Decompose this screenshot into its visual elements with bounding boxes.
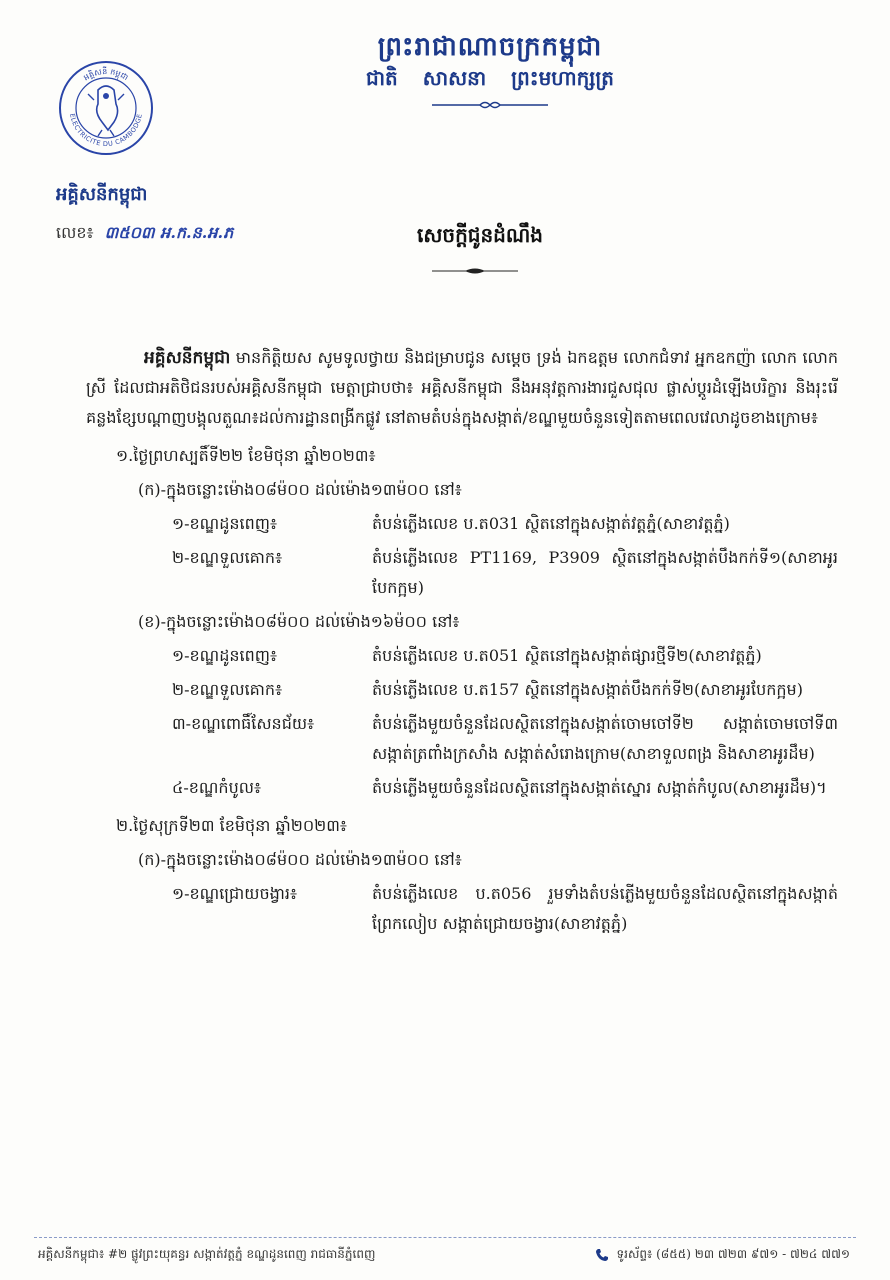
intro-text: មានកិត្តិយស សូមទូលថ្វាយ និងជម្រាបជូន សម្តេច ទ្រង់ ឯកឧត្តម លោកជំទាវ អ្នកឧកញ៉ា លោក លោកស្រី ដែលជាអតិថិជនរបស់អគ្គិសនីកម្ពុជា មេត្តាជ្រាបថា៖ អគ្គិសនីកម្ពុជា នឹងអនុវត្តការងារជួសជុល ផ្លាស់ប្តូរដំឡើងបរិក្ខារ និងរុះរើគន្លងខ្សែបណ្តាញបង្គុលតួណ៖ដល់ការដ្ឋានពង្រីកផ្លូវ នៅតាមតំបន់ក្នុងសង្កាត់/ខណ្ឌមួយចំនួនទៀតតាមពេលវេលាដូចខាងក្រោម៖: [86, 348, 838, 427]
reference-line: [56, 222, 233, 246]
zone-description: តំបន់ភ្លើងលេខ ប.ត157 ស្ថិតនៅក្នុងសង្កាត់បឹងកក់ទី២(សាខាអូរបែកក្អម): [372, 680, 803, 699]
svg-text:ELECTRICITE DU CAMBODGE: [68, 113, 144, 148]
district-name: ២-ខណ្ឌទួលគោក៖: [172, 680, 283, 699]
footer-address: អគ្គិសនីកម្ពុជា៖ #២ ផ្លូវព្រះយុគន្ធរ សង្កាត់វត្តភ្នំ ខណ្ឌដូនពេញ រាជធានីភ្នំពេញ: [38, 1247, 376, 1261]
district-name: ១-ខណ្ឌដូនពេញ៖: [172, 514, 278, 533]
national-motto: ជាតិ សាសនា ព្រះមហាក្សត្រ: [366, 66, 614, 90]
schedule-row: [172, 543, 838, 603]
period-1a-label: (ក)-ក្នុងចន្លោះម៉ោង០៨ម៉០០ ដល់ម៉ោង១៣ម៉០០ នៅ៖: [138, 480, 462, 499]
zone-description: តំបន់ភ្លើងលេខ PT1169, P3909 ស្ថិតនៅក្នុងសង្កាត់បឹងកក់ទី១(សាខាអូរបែកក្អម): [372, 548, 838, 597]
district-name: ៣-ខណ្ឌពោធិ៍សែនជ័យ៖: [172, 714, 315, 733]
district-name: ១-ខណ្ឌជ្រោយចង្វារ៖: [172, 884, 298, 903]
schedule-row: [172, 709, 838, 769]
logo-khmer-text: អគ្គិសនី កម្ពុជា: [82, 66, 130, 83]
schedule-row: [172, 879, 838, 939]
reference-number: ៣៥០៣ អ.ក.ន.អ.ភ: [104, 223, 234, 242]
day-2-label: ២.ថ្ងៃសុក្រទី២៣ ខែមិថុនា ឆ្នាំ២០២៣៖: [116, 816, 347, 835]
reference-label: លេខ៖: [56, 223, 94, 242]
title-ornament-icon: [430, 266, 520, 276]
edc-logo-icon: [58, 60, 154, 156]
day-1-label: ១.ថ្ងៃព្រហស្បតិ៍ទី២២ ខែមិថុនា ឆ្នាំ២០២៣៖: [116, 446, 376, 465]
zone-description: តំបន់ភ្លើងមួយចំនួនដែលស្ថិតនៅក្នុងសង្កាត់ចោមចៅទី២ សង្កាត់ចោមចៅទី៣ សង្កាត់ត្រពាំងក្រសាំង សង្កាត់សំរោងក្រោម(សាខាទួលពង្រ និងសាខាអូរដឹម): [372, 714, 838, 763]
zone-description: តំបន់ភ្លើងលេខ ប.ត051 ស្ថិតនៅក្នុងសង្កាត់ផ្សារថ្មីទី២(សាខាវត្តភ្នំ): [372, 646, 762, 665]
zone-description: តំបន់ភ្លើងមួយចំនួនដែលស្ថិតនៅក្នុងសង្កាត់ស្នោរ សង្កាត់កំបូល(សាខាអូរដឹម)។: [372, 778, 827, 797]
kingdom-header: [300, 30, 680, 114]
kingdom-title: ព្រះរាជាណាចក្រកម្ពុជា: [377, 32, 603, 62]
svg-text:អគ្គិសនី កម្ពុជា: [82, 66, 130, 82]
document-title: សេចក្តីជូនដំណឹង: [417, 223, 543, 247]
schedule-row: [172, 773, 838, 803]
header-ornament-icon: [430, 100, 550, 110]
intro-lead: អគ្គិសនីកម្ពុជា: [144, 348, 231, 368]
district-name: ២-ខណ្ឌទួលគោក៖: [172, 548, 283, 567]
document-body: [86, 343, 838, 939]
footer-phone-text: ទូរស័ព្ទ៖ (៨៥៥) ២៣ ៧២៣ ៩៧១ - ៧២៤ ៧៧១: [616, 1247, 850, 1261]
zone-description: តំបន់ភ្លើងលេខ ប.ត031 ស្ថិតនៅក្នុងសង្កាត់វត្តភ្នំ(សាខាវត្តភ្នំ): [372, 514, 730, 533]
phone-icon: [595, 1248, 609, 1262]
schedule-row: [172, 675, 838, 705]
district-name: ១-ខណ្ឌដូនពេញ៖: [172, 646, 278, 665]
footer-phone: [595, 1246, 850, 1264]
footer-divider: [34, 1237, 856, 1238]
district-name: ៤-ខណ្ឌកំបូល៖: [172, 778, 261, 797]
period-1b-label: (ខ)-ក្នុងចន្លោះម៉ោង០៨ម៉០០ ដល់ម៉ោង១៦ម៉០០ នៅ៖: [138, 612, 460, 631]
logo-french-text: ELECTRICITE DU CAMBODGE: [68, 112, 144, 149]
zone-description: តំបន់ភ្លើងលេខ ប.ត056 រួមទាំងតំបន់ភ្លើងមួយចំនួនដែលស្ថិតនៅក្នុងសង្កាត់ព្រែកលៀប សង្កាត់ជ្រោយចង្វារ(សាខាវត្តភ្នំ): [372, 884, 838, 933]
intro-paragraph: [86, 343, 838, 433]
schedule-row: [172, 641, 838, 671]
schedule-row: [172, 509, 838, 539]
period-2a-label: (ក)-ក្នុងចន្លោះម៉ោង០៨ម៉០០ ដល់ម៉ោង១៣ម៉០០ នៅ៖: [138, 850, 462, 869]
organization-name: អគ្គិសនីកម្ពុជា: [56, 184, 148, 205]
